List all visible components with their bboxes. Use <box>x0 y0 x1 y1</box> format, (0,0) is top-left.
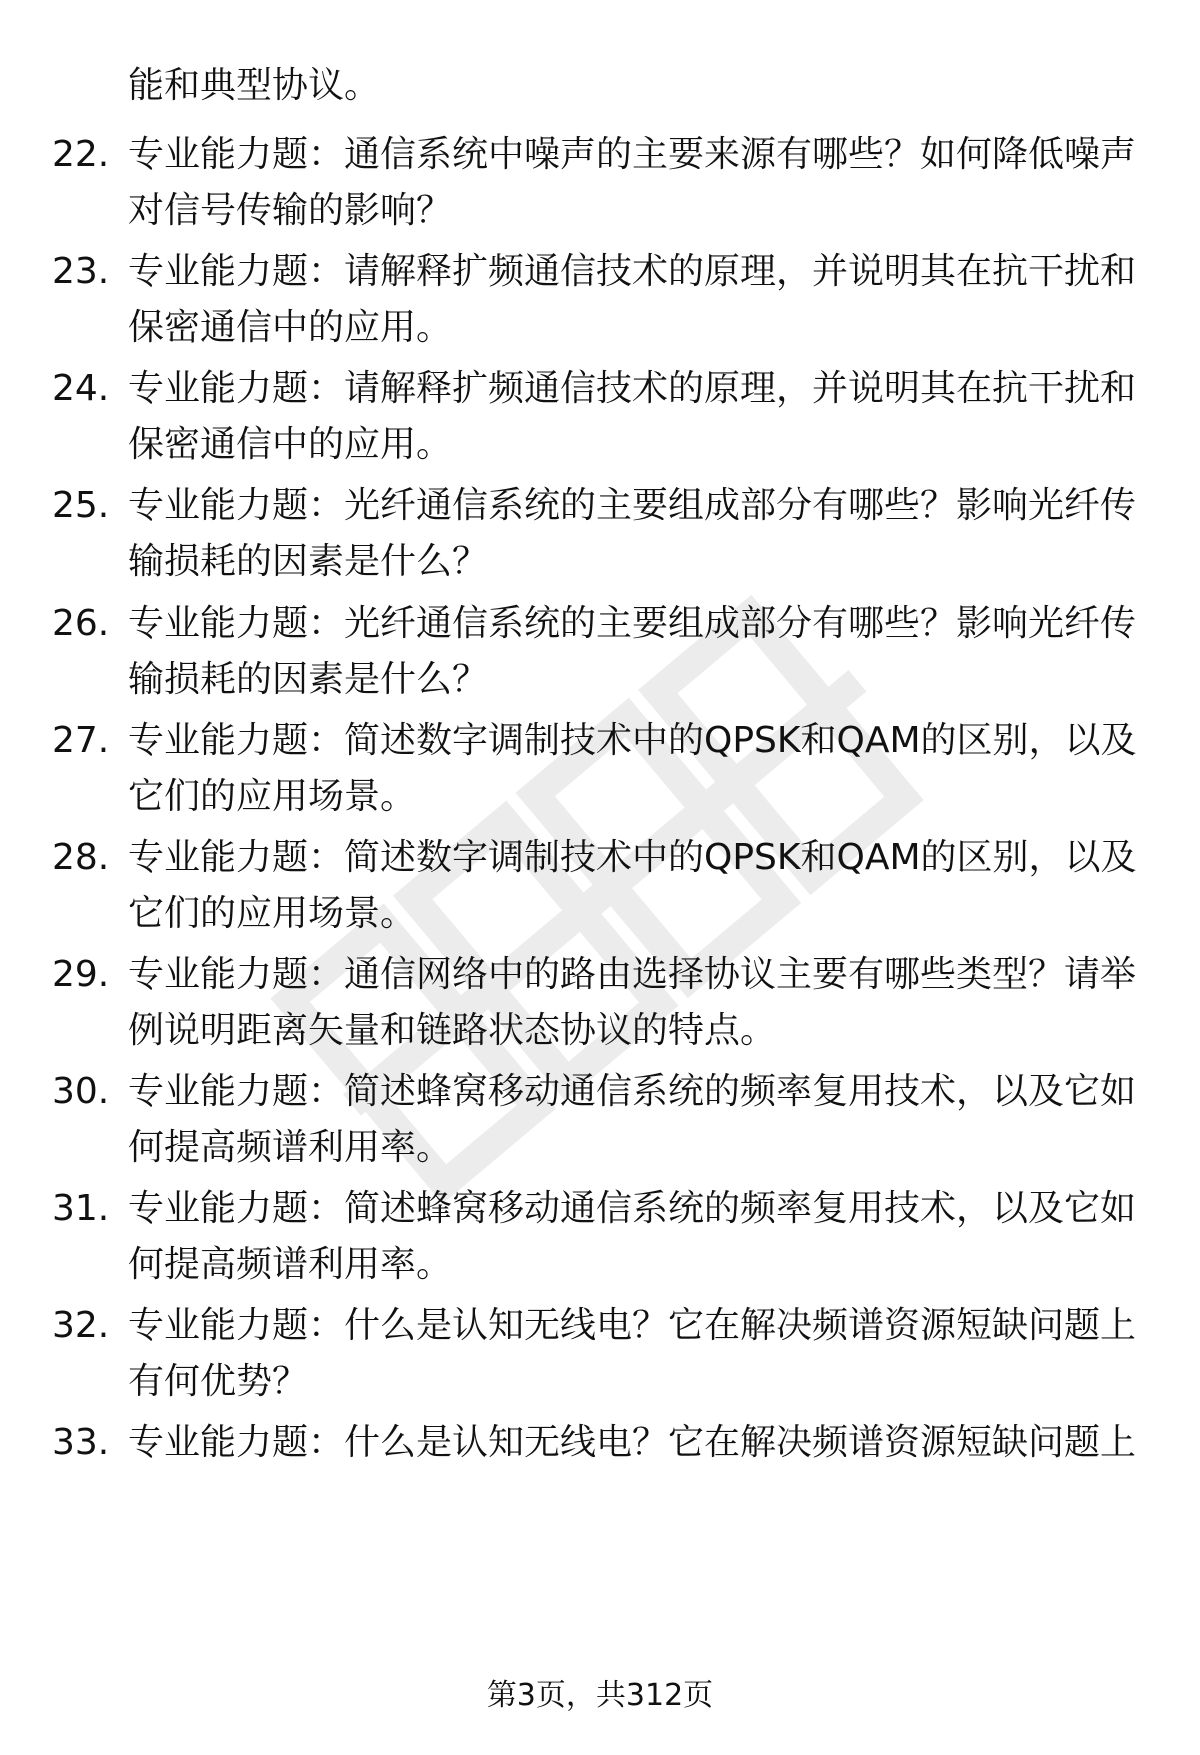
item-number: 27. <box>52 720 110 761</box>
page-footer: 第3页，共312页 <box>486 1678 714 1713</box>
item-text: 专业能力题：简述蜂窝移动通信系统的频率复用技术，以及它如 何提高频谱利用率。 <box>128 1188 1137 1285</box>
item-text: 专业能力题：什么是认知无线电？它在解决频谱资源短缺问题上 有何优势？ <box>128 1305 1137 1402</box>
item-text: 专业能力题：光纤通信系统的主要组成部分有哪些？影响光纤传 输损耗的因素是什么？ <box>128 485 1137 582</box>
item-text: 专业能力题：简述数字调制技术中的QPSK和QAM的区别，以及 它们的应用场景。 <box>128 837 1137 934</box>
item-text: 专业能力题：光纤通信系统的主要组成部分有哪些？影响光纤传 输损耗的因素是什么？ <box>128 603 1137 700</box>
item-number: 22. <box>52 134 110 175</box>
item-text: 专业能力题：通信系统中噪声的主要来源有哪些？如何降低噪声 对信号传输的影响？ <box>128 134 1137 231</box>
item-number: 26. <box>52 603 110 644</box>
item-number: 25. <box>52 485 110 526</box>
item-text: 专业能力题：简述数字调制技术中的QPSK和QAM的区别，以及 它们的应用场景。 <box>128 720 1137 817</box>
item-text: 专业能力题：简述蜂窝移动通信系统的频率复用技术，以及它如 何提高频谱利用率。 <box>128 1071 1137 1168</box>
item-text: 专业能力题：通信网络中的路由选择协议主要有哪些类型？请举 例说明距离矢量和链路状态协议的特点。 <box>128 954 1137 1051</box>
item-text: 专业能力题：什么是认知无线电？它在解决频谱资源短缺问题上 <box>128 1422 1137 1463</box>
item-text: 专业能力题：请解释扩频通信技术的原理，并说明其在抗干扰和 保密通信中的应用。 <box>128 251 1137 348</box>
item-number: 33. <box>52 1422 110 1463</box>
item-number: 30. <box>52 1071 110 1112</box>
item-text: 专业能力题：请解释扩频通信技术的原理，并说明其在抗干扰和 保密通信中的应用。 <box>128 368 1137 465</box>
item-number: 24. <box>52 368 110 409</box>
item-number: 23. <box>52 251 110 292</box>
item-number: 31. <box>52 1188 110 1229</box>
continuation-text: 能和典型协议。 <box>128 65 381 106</box>
item-number: 28. <box>52 837 110 878</box>
item-number: 29. <box>52 954 110 995</box>
item-number: 32. <box>52 1305 110 1346</box>
